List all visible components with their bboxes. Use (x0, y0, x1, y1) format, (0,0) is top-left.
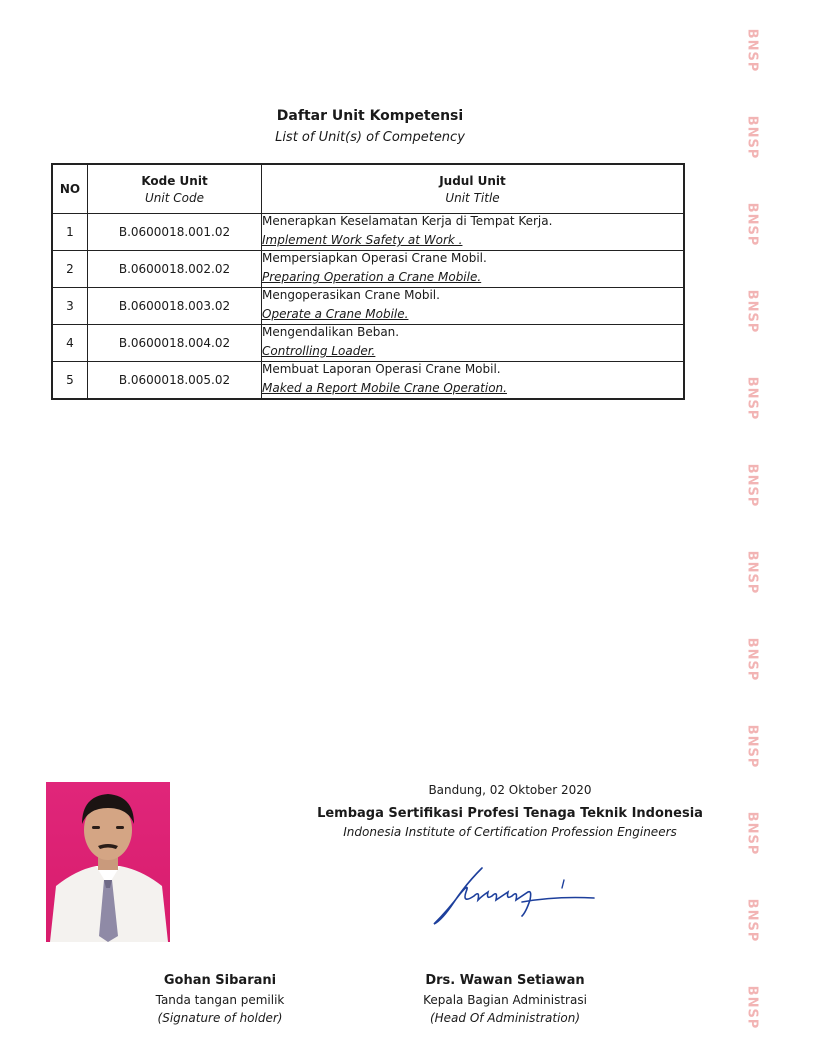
unit-title-id: Membuat Laporan Operasi Crane Mobil. (262, 362, 501, 376)
table-row (52, 362, 684, 400)
unit-title (262, 251, 685, 288)
unit-title-id: Menerapkan Keselamatan Kerja di Tempat Kerja. (262, 214, 553, 228)
organization-name-en: Indonesia Institute of Certification Profession Engineers (343, 825, 677, 839)
unit-code: B.0600018.003.02 (88, 288, 262, 325)
competency-units-table (51, 163, 685, 400)
unit-title-id: Mengoperasikan Crane Mobil. (262, 288, 440, 302)
watermark-text: BNSP (744, 898, 760, 942)
watermark-text: BNSP (744, 724, 760, 768)
holder-name: Gohan Sibarani (163, 973, 277, 988)
watermark-text: BNSP (744, 289, 760, 333)
column-header-label: Judul Unit (439, 174, 506, 188)
watermark-text: BNSP (744, 376, 760, 420)
unit-code: B.0600018.001.02 (88, 214, 262, 251)
unit-title (262, 325, 685, 362)
table-row (52, 288, 684, 325)
column-header-unit-code (88, 164, 262, 214)
column-header-label: Kode Unit (141, 174, 208, 188)
table-row (52, 251, 684, 288)
organization-name: Lembaga Sertifikasi Profesi Tenaga Teknik Indonesia (317, 806, 703, 821)
unit-title (262, 362, 685, 400)
unit-title (262, 214, 685, 251)
unit-number: 2 (52, 251, 88, 288)
table-header-row (52, 164, 684, 214)
signer-role: Kepala Bagian Administrasi (423, 993, 587, 1007)
unit-title-id: Mengendalikan Beban. (262, 325, 400, 339)
unit-number: 4 (52, 325, 88, 362)
document-title: Daftar Unit Kompetensi (276, 108, 464, 124)
column-header-label-en: Unit Code (145, 191, 204, 205)
unit-title-en: Operate a Crane Mobile. (262, 307, 409, 321)
watermark-text: BNSP (744, 463, 760, 507)
unit-title-en: Maked a Report Mobile Crane Operation. (262, 381, 507, 395)
watermark-text: BNSP (744, 115, 760, 159)
column-header-no: NO (52, 164, 88, 214)
bnsp-watermark-strip (728, 0, 776, 1056)
watermark-text: BNSP (744, 202, 760, 246)
unit-title-en: Controlling Loader. (262, 344, 376, 358)
holder-photo (46, 782, 170, 942)
official-signature (426, 862, 606, 928)
unit-title-id: Mempersiapkan Operasi Crane Mobil. (262, 251, 487, 265)
table-row (52, 325, 684, 362)
signer-name: Drs. Wawan Setiawan (425, 973, 585, 988)
holder-signature-label: Tanda tangan pemilik (155, 993, 285, 1007)
unit-title (262, 288, 685, 325)
unit-title-en: Preparing Operation a Crane Mobile. (262, 270, 482, 284)
column-header-unit-title (262, 164, 685, 214)
watermark-text: BNSP (744, 28, 760, 72)
document-subtitle: List of Unit(s) of Competency (275, 130, 465, 145)
place-and-date: Bandung, 02 Oktober 2020 (428, 783, 592, 797)
signer-role-en: (Head Of Administration) (429, 1011, 581, 1025)
unit-title-en: Implement Work Safety at Work . (262, 233, 463, 247)
watermark-text: BNSP (744, 637, 760, 681)
unit-number: 5 (52, 362, 88, 400)
holder-signature-label-en: (Signature of holder) (157, 1011, 283, 1025)
unit-code: B.0600018.005.02 (88, 362, 262, 400)
watermark-text: BNSP (744, 811, 760, 855)
unit-code: B.0600018.004.02 (88, 325, 262, 362)
watermark-text: BNSP (744, 985, 760, 1029)
column-header-label-en: Unit Title (445, 191, 500, 205)
watermark-text: BNSP (744, 550, 760, 594)
unit-number: 3 (52, 288, 88, 325)
unit-number: 1 (52, 214, 88, 251)
unit-code: B.0600018.002.02 (88, 251, 262, 288)
holder-portrait-image (46, 782, 170, 942)
table-row (52, 214, 684, 251)
